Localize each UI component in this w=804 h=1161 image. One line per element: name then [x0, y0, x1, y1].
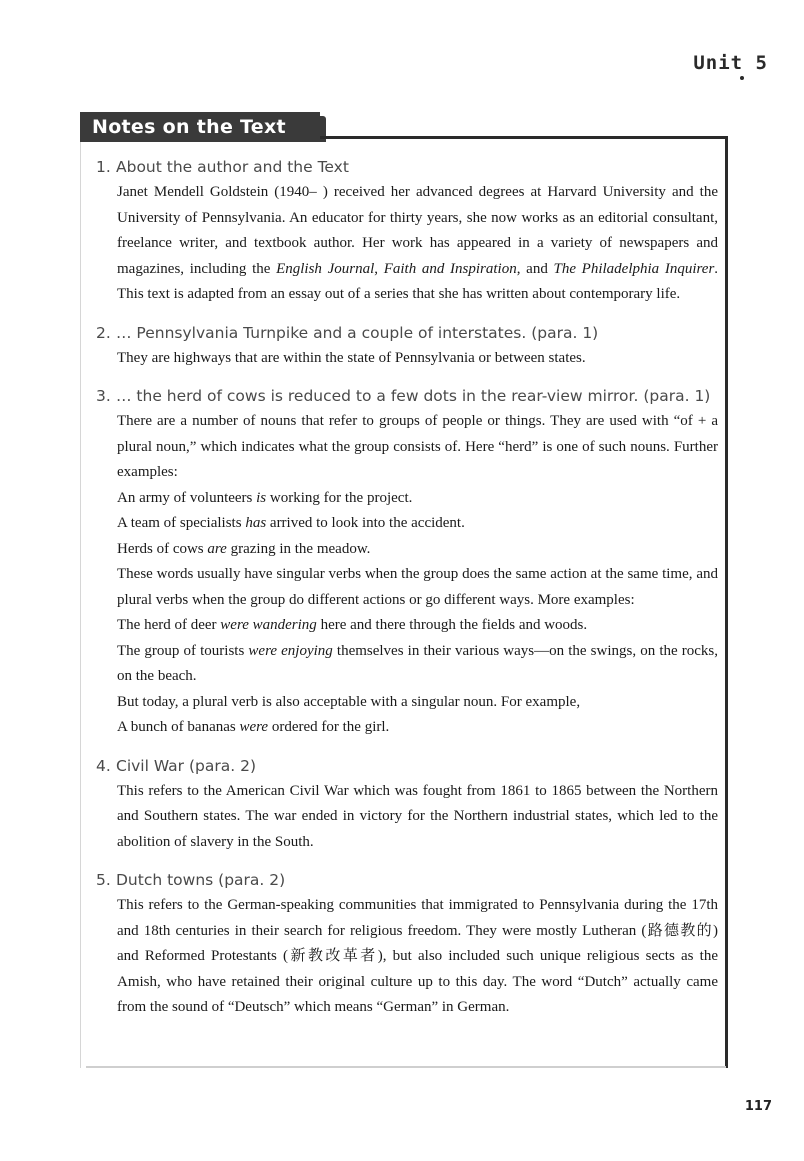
note-body	[96, 346, 718, 372]
note-paragraph: But today, a plural verb is also acceptable with a singular noun. For example,	[117, 693, 581, 710]
note-paragraph: There are a number of nouns that refer to groups of people or things. They are used with “of + a plural noun,” which indicates what the group consists of. Here “herd” is one of such nouns. Further examples:	[117, 413, 718, 480]
note-paragraph: Herds of cows are grazing in the meadow.	[117, 540, 371, 557]
note-item	[96, 320, 718, 372]
frame-bottom-rule	[86, 1066, 726, 1068]
note-item	[96, 867, 718, 1021]
note-number: 3.	[96, 387, 111, 405]
note-body	[96, 180, 718, 308]
section-title: Notes on the Text	[80, 112, 320, 142]
note-paragraph: A team of specialists has arrived to look into the accident.	[117, 515, 465, 531]
note-item	[96, 753, 718, 856]
note-paragraph: An army of volunteers is working for the project.	[117, 489, 413, 506]
note-title: … the herd of cows is reduced to a few dots in the rear-view mirror. (para. 1)	[116, 387, 711, 405]
note-item	[96, 154, 718, 308]
note-heading	[96, 154, 718, 180]
note-number: 1.	[96, 158, 111, 176]
frame-left-rule	[80, 142, 81, 1068]
frame-top-rule	[320, 136, 728, 139]
note-number: 5.	[96, 871, 111, 889]
italic-text: is	[256, 489, 267, 506]
note-paragraph: Janet Mendell Goldstein (1940– ) received her advanced degrees at Harvard University and the University of Pennsylvania. An educator for thirty years, she now works as an editorial consultant, freelance writer, and textbook author. Her work has appeared in a variety of newspapers and magazines, including the English Journal, Faith and Inspiration, and The Philadelphia Inquirer. This text is adapted from an essay out of a series that she has written about contemporary life.	[117, 184, 719, 302]
note-item	[96, 383, 718, 741]
note-paragraph: The herd of deer were wandering here and there through the fields and woods.	[117, 617, 588, 633]
note-heading	[96, 383, 718, 409]
note-title: Dutch towns (para. 2)	[116, 871, 286, 889]
note-title: Civil War (para. 2)	[116, 756, 256, 775]
italic-text: were wandering	[220, 617, 317, 633]
page-number: 117	[744, 1099, 772, 1114]
italic-text: were	[239, 719, 269, 735]
note-heading	[96, 320, 718, 346]
italic-text: has	[245, 515, 267, 531]
note-title: … Pennsylvania Turnpike and a couple of interstates. (para. 1)	[116, 323, 599, 342]
italic-text: The Philadelphia Inquirer	[553, 260, 715, 277]
note-paragraph: This refers to the German-speaking communities that immigrated to Pennsylvania during the 17th and 18th centuries in their search for religious freedom. They were mostly Lutheran (路德教的) and Reformed Protestants (新教改革者), but also included such unique religious sects as the Amish, who have retained their original culture up to this day. The word “Dutch” actually came from the sound of “Deutsch” which means “German” in German.	[117, 897, 718, 1015]
note-heading	[96, 867, 718, 893]
note-number: 2.	[96, 323, 111, 342]
italic-text: Faith and Inspiration	[383, 260, 517, 277]
note-number: 4.	[96, 756, 111, 775]
note-title: About the author and the Text	[116, 158, 349, 176]
italic-text: English Journal	[276, 260, 375, 277]
note-paragraph: The group of tourists were enjoying themselves in their various ways—on the swings, on the rocks, on the beach.	[117, 642, 718, 684]
note-paragraph: A bunch of bananas were ordered for the girl.	[117, 719, 390, 735]
note-body	[96, 409, 718, 741]
italic-text: were enjoying	[248, 642, 333, 659]
notes-list	[96, 154, 718, 1033]
note-paragraph: They are highways that are within the state of Pennsylvania or between states.	[117, 349, 586, 366]
frame-right-rule	[725, 136, 728, 1068]
note-paragraph: These words usually have singular verbs when the group does the same action at the same time, and plural verbs when the group do different actions or go different ways. More examples:	[117, 566, 718, 608]
note-heading	[96, 753, 718, 779]
italic-text: are	[207, 540, 227, 557]
note-body	[96, 779, 718, 856]
note-body	[96, 893, 718, 1021]
note-paragraph: This refers to the American Civil War which was fought from 1861 to 1865 between the Northern and Southern states. The war ended in victory for the Northern industrial states, which led to the abolition of slavery in the South.	[117, 782, 718, 850]
unit-label: Unit 5	[693, 52, 768, 74]
unit-dot-decoration	[740, 76, 744, 80]
